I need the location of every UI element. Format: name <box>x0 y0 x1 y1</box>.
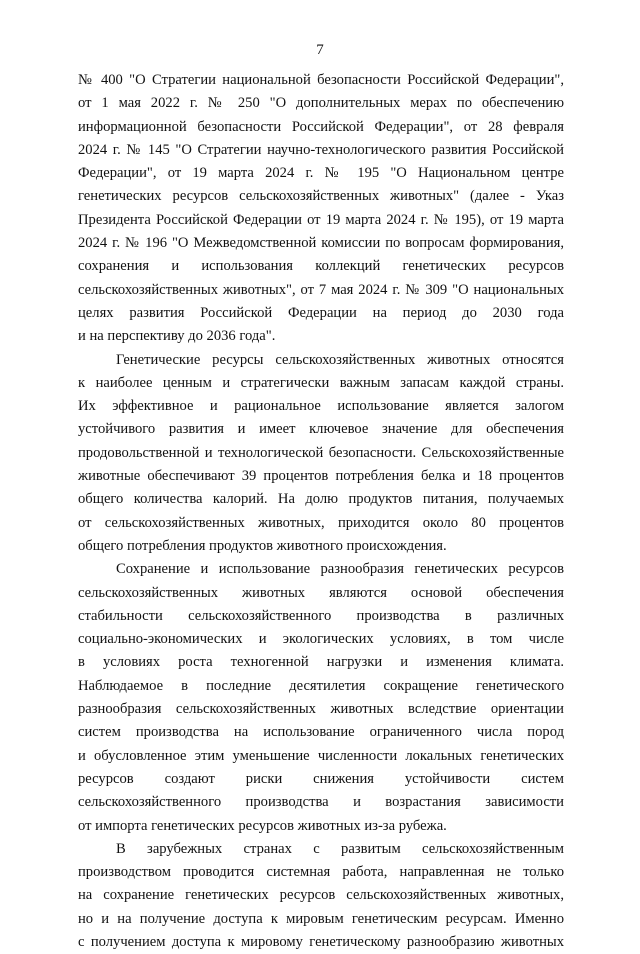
text-line: Сохранение и использование разнообразия генетических ресурсов <box>116 561 564 578</box>
text-line: к наиболее ценным и стратегически важным запасам каждой страны. <box>78 374 564 391</box>
text-line: сельскохозяйственных животных являются основой обеспечения <box>78 584 564 601</box>
text-line: от сельскохозяйственных животных, приходится около 80 процентов <box>78 514 564 531</box>
text-line: в условиях роста техногенной нагрузки и изменения климата. <box>78 654 564 671</box>
text-line: устойчивого развития и имеет ключевое значение для обеспечения <box>78 421 564 438</box>
text-line: от 1 мая 2022 г. № 250 "О дополнительных мерах по обеспечению <box>78 95 564 112</box>
text-line: ресурсов создают риски снижения устойчивости систем <box>78 770 564 787</box>
paragraph <box>78 838 564 954</box>
text-line: общего потребления продуктов животного происхождения. <box>78 537 447 554</box>
paragraph <box>78 349 564 559</box>
text-line: но и на получение доступа к мировым генетическим ресурсам. Именно <box>78 910 564 927</box>
text-line: от импорта генетических ресурсов животных из-за рубежа. <box>78 817 447 834</box>
text-line: Федерации", от 19 марта 2024 г. № 195 "О Национальном центре <box>78 165 564 182</box>
text-line: В зарубежных странах с развитым сельскохозяйственным <box>116 840 564 857</box>
document-body <box>78 69 564 954</box>
text-line: производством проводится системная работа, направленная не только <box>78 864 564 881</box>
text-line: Наблюдаемое в последние десятилетия сокращение генетического <box>78 677 564 694</box>
text-line: систем производства на использование ограниченного числа пород <box>78 724 564 741</box>
text-line: 2024 г. № 145 "О Стратегии научно-технологического развития Российской <box>78 141 564 158</box>
text-line: социально-экономических и экологических условиях, в том числе <box>78 631 564 648</box>
text-line: сохранения и использования коллекций генетических ресурсов <box>78 258 564 275</box>
text-line: № 400 "О Стратегии национальной безопасности Российской Федерации", <box>78 72 564 88</box>
paragraph <box>78 69 564 349</box>
text-line: информационной безопасности Российской Федерации", от 28 февраля <box>78 118 564 135</box>
text-line: с получением доступа к мировому генетическому разнообразию животных <box>78 933 564 950</box>
text-line: целях развития Российской Федерации на период до 2030 года <box>78 304 564 321</box>
text-line: продовольственной и технологической безопасности. Сельскохозяйственные <box>78 444 564 461</box>
paragraph <box>78 558 564 838</box>
text-line: животные обеспечивают 39 процентов потребления белка и 18 процентов <box>78 468 564 485</box>
page-number: 7 <box>316 42 324 58</box>
text-line: Президента Российской Федерации от 19 марта 2024 г. № 195), от 19 марта <box>78 211 564 228</box>
text-line: общего количества калорий. На долю продуктов питания, получаемых <box>78 491 564 508</box>
text-line: и на перспективу до 2036 года". <box>78 328 276 345</box>
text-line: разнообразия сельскохозяйственных животных вследствие ориентации <box>78 701 564 718</box>
text-line: Их эффективное и рациональное использование является залогом <box>78 398 564 415</box>
text-line: генетических ресурсов сельскохозяйственных животных" (далее - Указ <box>78 188 564 205</box>
text-line: Генетические ресурсы сельскохозяйственных животных относятся <box>116 351 564 368</box>
text-line: сельскохозяйственных животных", от 7 мая 2024 г. № 309 "О национальных <box>78 281 564 298</box>
text-line: на сохранение генетических ресурсов сельскохозяйственных животных, <box>78 887 564 904</box>
text-line: стабильности сельскохозяйственного производства в различных <box>78 607 564 624</box>
text-line: и обусловленное этим уменьшение численности локальных генетических <box>78 747 564 764</box>
text-line: 2024 г. № 196 "О Межведомственной комиссии по вопросам формирования, <box>78 235 564 252</box>
text-line: сельскохозяйственного производства и возрастания зависимости <box>78 794 564 811</box>
